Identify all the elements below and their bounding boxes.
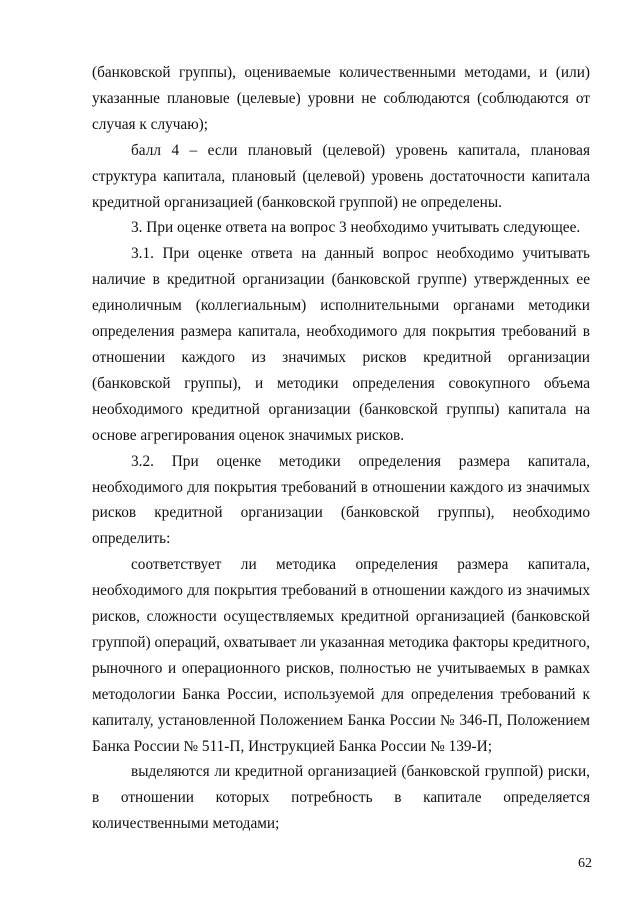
paragraph-7: выделяются ли кредитной организацией (банковской группой) риски, в отношении которых потребность в капитале определяется количественными методами; — [92, 763, 590, 833]
paragraph-4: 3.1. При оценке ответа на данный вопрос необходимо учитывать наличие в кредитной организации (банковской группе) утвержденных ее единоличным (коллегиальным) исполнительными органами методики определения размера капитала, необходимого для покрытия требований в отношении каждого из значимых рисков кредитной организации (банковской группы), и методики определения совокупного объема необходимого кредитной организации (банковской группы) капитала на основе агрегирования оценок значимых рисков. — [92, 245, 590, 444]
paragraph-1: (банковской группы), оцениваемые количественными методами, и (или) указанные плановые (целевые) уровни не соблюдаются (соблюдаются от случая к случаю); — [92, 64, 590, 133]
page-number: 62 — [578, 856, 592, 871]
paragraph-6: соответствует ли методика определения размера капитала, необходимого для покрытия требований в отношении каждого из значимых рисков, сложности осуществляемых кредитной организацией (банковской группой) операций, охватывает ли указанная методика факторы кредитного, рыночного и операционного рисков, полностью не учитываемых в рамках методологии Банка России, используемой для определения требований к капиталу, установленной Положением Банка России № 346-П, Положением Банка России № 511-П, Инструкцией Банка России № 139-И; — [92, 556, 590, 755]
paragraph-3: 3. При оценке ответа на вопрос 3 необходимо учитывать следующее. — [131, 219, 581, 237]
paragraph-2: балл 4 – если плановый (целевой) уровень капитала, плановая структура капитала, плановый (целевой) уровень достаточности капитала кредитной организацией (банковской группой) не определены. — [92, 141, 590, 211]
paragraph-5: 3.2. При оценке методики определения размера капитала, необходимого для покрытия требований в отношении каждого из значимых рисков кредитной организации (банковской группы), необходимо определить: — [92, 452, 590, 548]
document-body — [92, 60, 590, 837]
